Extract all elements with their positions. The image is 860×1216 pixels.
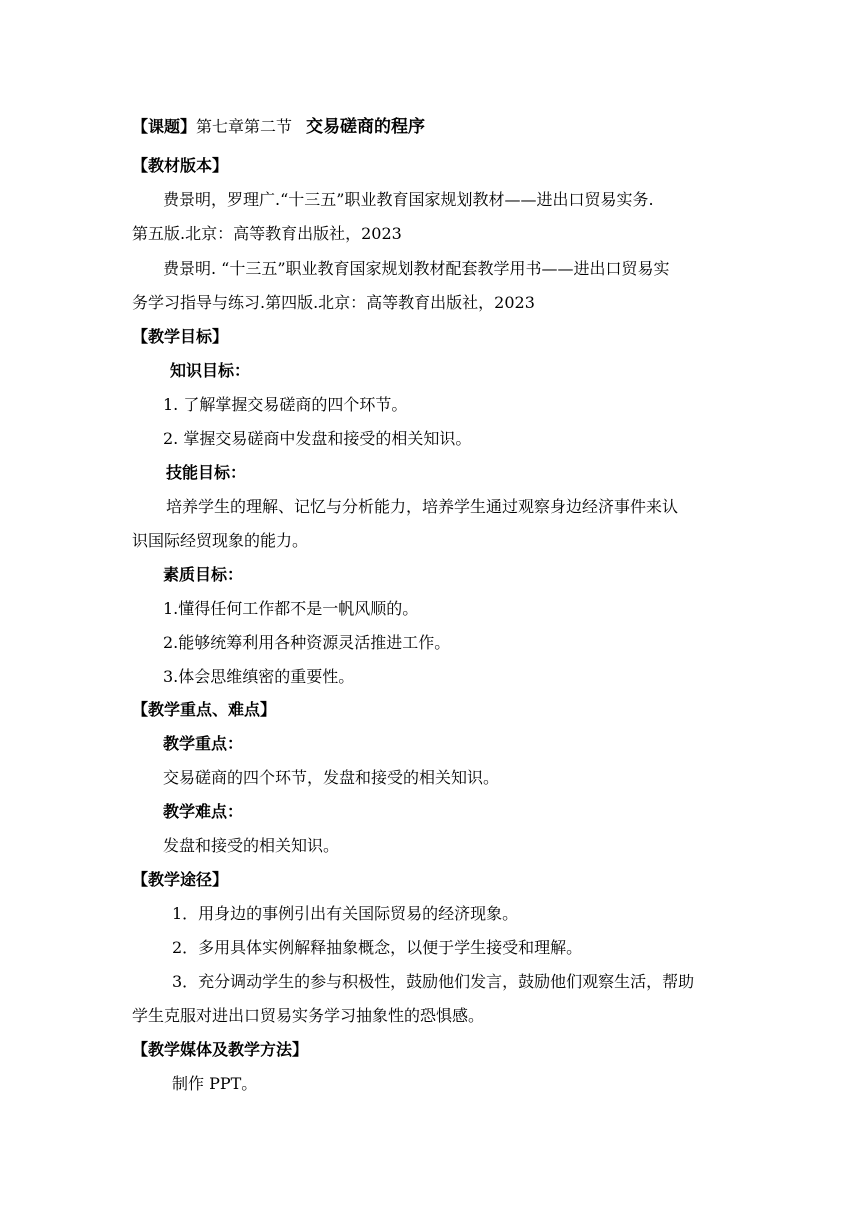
knowledge-item-1: 1. 了解掌握交易磋商的四个环节。 [163, 395, 408, 414]
approach-heading: 【教学途径】 [132, 870, 229, 889]
approach-item-3-line-2: 学生克服对进出口贸易实务学习抽象性的恐惧感。 [132, 1006, 485, 1025]
quality-heading: 素质目标： [163, 565, 244, 584]
lesson-title-label: 【课题】 [132, 117, 197, 136]
objectives-heading: 【教学目标】 [132, 327, 229, 346]
skill-line-2: 识国际经贸现象的能力。 [132, 531, 309, 550]
textbook-heading: 【教材版本】 [132, 156, 229, 175]
difficulty-heading: 教学难点： [163, 802, 244, 821]
textbook-ref2-line2: 务学习指导与练习.第四版.北京：高等教育出版社，2023 [132, 293, 535, 312]
focus-heading: 教学重点： [163, 734, 244, 753]
skill-heading: 技能目标： [166, 463, 247, 482]
approach-item-2: 2．多用具体实例解释抽象概念，以便于学生接受和理解。 [172, 938, 583, 957]
textbook-ref1-line1: 费景明，罗理广.“十三五”职业教育国家规划教材——进出口贸易实务. [163, 190, 654, 209]
approach-item-3-line-1: 3．充分调动学生的参与积极性，鼓励他们发言，鼓励他们观察生活，帮助 [172, 972, 695, 991]
approach-item-1: 1．用身边的事例引出有关国际贸易的经济现象。 [172, 904, 519, 923]
textbook-ref1-line2: 第五版.北京：高等教育出版社，2023 [132, 224, 402, 243]
difficulty-text: 发盘和接受的相关知识。 [163, 836, 340, 855]
lesson-name: 交易磋商的程序 [306, 117, 426, 137]
lesson-title [132, 116, 425, 138]
quality-item-1: 1.懂得任何工作都不是一帆风顺的。 [163, 599, 419, 618]
quality-item-2: 2.能够统筹利用各种资源灵活推进工作。 [163, 633, 451, 652]
focus-text: 交易磋商的四个环节，发盘和接受的相关知识。 [163, 768, 500, 787]
lesson-chapter: 第七章第二节 [196, 117, 293, 136]
skill-line-1: 培养学生的理解、记忆与分析能力，培养学生通过观察身边经济事件来认 [166, 497, 679, 516]
key-points-heading: 【教学重点、难点】 [132, 700, 277, 719]
textbook-ref2-line1: 费景明. “十三五”职业教育国家规划教材配套教学用书——进出口贸易实 [163, 259, 670, 278]
quality-item-3: 3.体会思维缜密的重要性。 [163, 667, 355, 686]
knowledge-heading: 知识目标： [170, 361, 251, 380]
knowledge-item-2: 2. 掌握交易磋商中发盘和接受的相关知识。 [163, 429, 472, 448]
media-heading: 【教学媒体及教学方法】 [132, 1040, 309, 1059]
media-text: 制作 PPT。 [172, 1074, 258, 1093]
